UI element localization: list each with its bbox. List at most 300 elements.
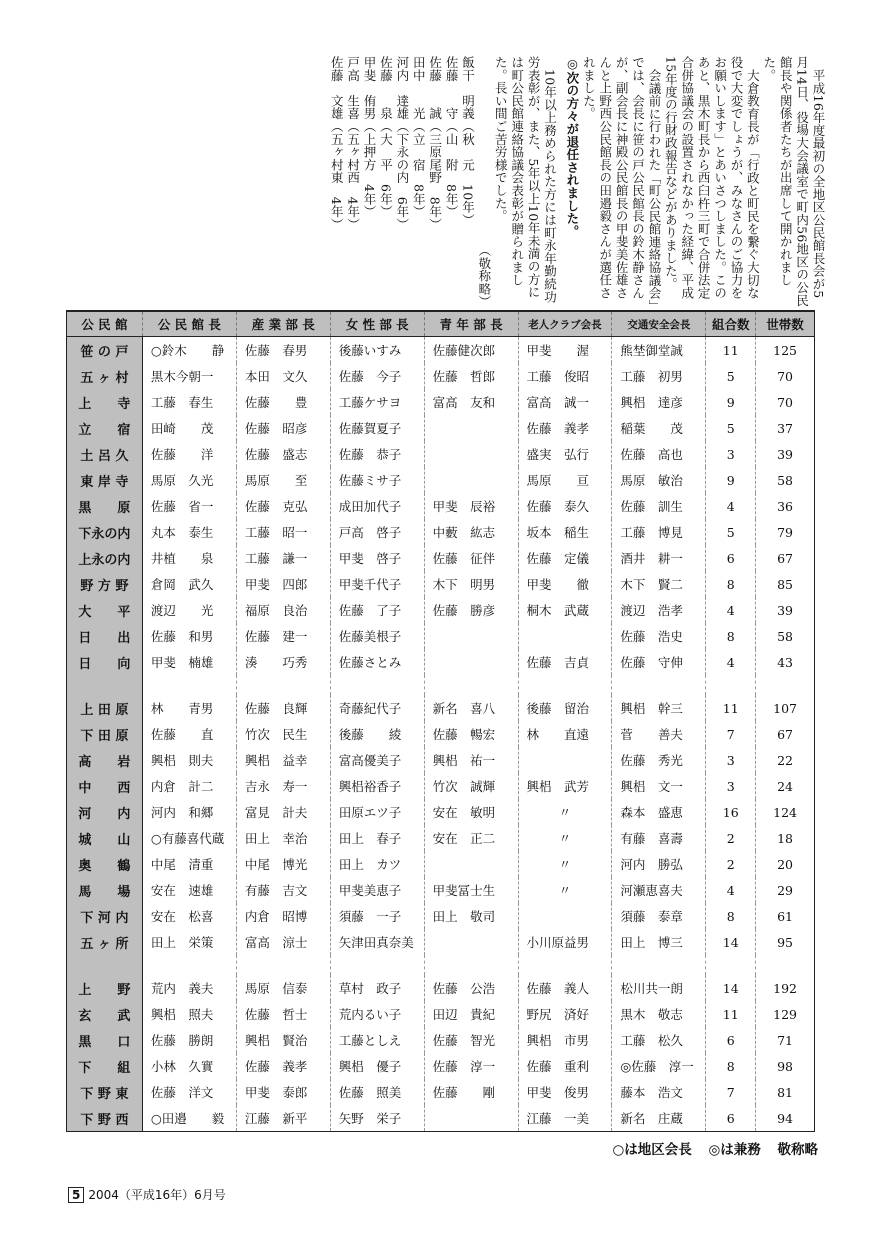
table-cell: 43 [756, 649, 815, 675]
table-cell: 興梠 照夫 [142, 1001, 236, 1027]
table-cell: 佐藤 守伸 [612, 649, 706, 675]
table-cell: 中尾 博光 [236, 851, 330, 877]
column-header: 青 年 部 長 [424, 311, 518, 337]
table-cell: 3 [706, 747, 756, 773]
table-cell: 須藤 泰章 [612, 903, 706, 929]
hall-name-cell: 奥 鶴 [67, 851, 143, 877]
footnote-district-chair: ○は地区会長 [612, 1142, 692, 1158]
table-cell: 67 [756, 545, 815, 571]
table-cell: 6 [706, 1105, 756, 1132]
hall-name-cell: 笹 の 戸 [67, 337, 143, 364]
table-cell: 甲斐美恵子 [330, 877, 424, 903]
table-cell: 佐藤 浩史 [612, 623, 706, 649]
table-cell: 酒井 耕一 [612, 545, 706, 571]
table-cell: 佐藤 訓生 [612, 493, 706, 519]
retire-text: 10年以上務められた方には町永年勤続功労表彰が、また、5年以上10年未満の方には町公民館連絡協議会表彰が贈られました。長い間ご苦労様でした。 [493, 56, 558, 303]
table-cell: 14 [706, 929, 756, 955]
table-cell: 8 [706, 571, 756, 597]
table-cell: 安在 松喜 [142, 903, 236, 929]
table-cell [424, 623, 518, 649]
table-row [67, 337, 815, 364]
table-cell: 佐藤 克弘 [236, 493, 330, 519]
table-cell: 佐藤 義孝 [236, 1053, 330, 1079]
table-row [67, 1053, 815, 1079]
table-cell: 安在 敏明 [424, 799, 518, 825]
retiree-list [328, 56, 476, 308]
table-cell: 興梠 則夫 [142, 747, 236, 773]
table-cell: 79 [756, 519, 815, 545]
table-row [67, 877, 815, 903]
table-cell: 8 [706, 1053, 756, 1079]
table-cell: 佐藤 征伴 [424, 545, 518, 571]
column-header: 老人クラブ会長 [518, 311, 612, 337]
table-cell: 39 [756, 597, 815, 623]
table-cell: 11 [706, 1001, 756, 1027]
table-cell: 興梠裕香子 [330, 773, 424, 799]
hall-name-cell: 上 田 原 [67, 695, 143, 721]
table-cell: 95 [756, 929, 815, 955]
table-cell: 9 [706, 467, 756, 493]
table-cell: 3 [706, 441, 756, 467]
table-cell: 興梠 優子 [330, 1053, 424, 1079]
table-cell: 興梠 達彦 [612, 389, 706, 415]
table-cell: 8 [706, 623, 756, 649]
table-cell: 馬原 亘 [518, 467, 612, 493]
table-cell: 興梠 益幸 [236, 747, 330, 773]
hall-name-cell: 下 野 東 [67, 1079, 143, 1105]
table-cell: 馬原 至 [236, 467, 330, 493]
table-row [67, 773, 815, 799]
article-paragraph: 平成16年度最初の全地区公民館長会が5月14日、役場大会議室で町内56地区の公民館長や関係者たちが出席して開かれました。 [761, 56, 826, 307]
table-cell: 71 [756, 1027, 815, 1053]
table-row [67, 467, 815, 493]
table-cell: 61 [756, 903, 815, 929]
table-cell [518, 903, 612, 929]
table-cell: 後藤 綾 [330, 721, 424, 747]
table-cell: 佐藤 和男 [142, 623, 236, 649]
column-header: 世帯数 [756, 311, 815, 337]
table-cell: 2 [706, 851, 756, 877]
table-cell: 荒内るい子 [330, 1001, 424, 1027]
table-cell: 佐藤 豊 [236, 389, 330, 415]
table-cell: 29 [756, 877, 815, 903]
table-row [67, 623, 815, 649]
table-cell: 甲斐 泰郎 [236, 1079, 330, 1105]
table-cell: 甲斐 四郎 [236, 571, 330, 597]
table-cell: 佐藤 省一 [142, 493, 236, 519]
hall-name-cell: 上永の内 [67, 545, 143, 571]
hall-name-cell: 城 山 [67, 825, 143, 851]
retiree-entry: 佐藤 誠（三原尾野 8年） [427, 56, 443, 231]
hall-name-cell: 土 呂 久 [67, 441, 143, 467]
table-cell: 佐藤 剛 [424, 1079, 518, 1105]
table-cell: 富高 友和 [424, 389, 518, 415]
table-cell: 渡辺 光 [142, 597, 236, 623]
table-cell: 11 [706, 337, 756, 364]
table-cell: 94 [756, 1105, 815, 1132]
table-cell: 河内 和郷 [142, 799, 236, 825]
table-cell: 渡辺 浩孝 [612, 597, 706, 623]
table-row [67, 441, 815, 467]
hall-name-cell: 馬 場 [67, 877, 143, 903]
issue-date: 2004（平成16年）6月号 [88, 1188, 226, 1202]
table-cell: 田上 幸治 [236, 825, 330, 851]
table-cell: 124 [756, 799, 815, 825]
table-cell: 有藤 喜壽 [612, 825, 706, 851]
hall-name-cell: 五 ヶ 所 [67, 929, 143, 955]
table-cell: 58 [756, 467, 815, 493]
table-cell: 黒木 敬志 [612, 1001, 706, 1027]
table-cell: 2 [706, 825, 756, 851]
table-header-row [67, 311, 815, 337]
table-cell: 熊埜御堂誠 [612, 337, 706, 364]
hall-name-cell: 立 宿 [67, 415, 143, 441]
table-row [67, 1001, 815, 1027]
table-cell: 192 [756, 975, 815, 1001]
group-spacer [67, 955, 815, 975]
hall-name-cell: 東 岸 寺 [67, 467, 143, 493]
table-cell: 18 [756, 825, 815, 851]
group-spacer [67, 675, 815, 695]
table-row [67, 519, 815, 545]
table-row [67, 1027, 815, 1053]
table-cell: 工藤 謙一 [236, 545, 330, 571]
table-cell: 工藤ケサヨ [330, 389, 424, 415]
table-cell: 佐藤 昭彦 [236, 415, 330, 441]
table-row [67, 1079, 815, 1105]
table-cell: 工藤 松久 [612, 1027, 706, 1053]
table-cell: 興梠 市男 [518, 1027, 612, 1053]
table-cell: 松川共一朗 [612, 975, 706, 1001]
table-cell: 稲葉 茂 [612, 415, 706, 441]
table-cell: 6 [706, 545, 756, 571]
table-cell: 37 [756, 415, 815, 441]
hall-name-cell: 下 河 内 [67, 903, 143, 929]
table-cell: 江藤 一美 [518, 1105, 612, 1132]
page-number: 5 [68, 1187, 84, 1203]
table-row [67, 975, 815, 1001]
table-cell: 河内 勝弘 [612, 851, 706, 877]
table-cell: 佐藤 淳一 [424, 1053, 518, 1079]
table-cell: 佐藤 恭子 [330, 441, 424, 467]
table-cell: 佐藤 良輝 [236, 695, 330, 721]
table-cell: 佐藤 秀光 [612, 747, 706, 773]
table-row [67, 929, 815, 955]
table-cell: 井植 泉 [142, 545, 236, 571]
retiree-entry: 戸高 生喜（五ヶ村西 4年） [345, 56, 361, 231]
hall-name-cell: 黒 原 [67, 493, 143, 519]
hall-name-cell: 上 野 [67, 975, 143, 1001]
table-cell: 甲斐 楠雄 [142, 649, 236, 675]
table-cell: 佐藤 泰久 [518, 493, 612, 519]
table-cell: 工藤 俊昭 [518, 363, 612, 389]
table-cell [424, 851, 518, 877]
table-cell: 6 [706, 1027, 756, 1053]
issue-footer [68, 1186, 226, 1203]
table-cell: 67 [756, 721, 815, 747]
table-cell [518, 747, 612, 773]
table-row [67, 415, 815, 441]
table-cell: 倉岡 武久 [142, 571, 236, 597]
hall-name-cell: 河 内 [67, 799, 143, 825]
table-cell: 佐藤 吉貞 [518, 649, 612, 675]
table-cell: 佐藤 高也 [612, 441, 706, 467]
table-cell: 馬原 久光 [142, 467, 236, 493]
table-cell: 田原エツ子 [330, 799, 424, 825]
table-cell: 〃 [518, 825, 612, 851]
table-cell: 興梠 賢治 [236, 1027, 330, 1053]
table-cell: 森本 盛恵 [612, 799, 706, 825]
table-cell: 4 [706, 649, 756, 675]
table-cell: 58 [756, 623, 815, 649]
table-cell: 70 [756, 363, 815, 389]
table-cell: 24 [756, 773, 815, 799]
table-cell: 工藤としえ [330, 1027, 424, 1053]
table-cell [518, 623, 612, 649]
table-cell: 坂本 稲生 [518, 519, 612, 545]
table-cell [424, 1105, 518, 1132]
table-cell: 39 [756, 441, 815, 467]
table-cell: 河瀬恵喜夫 [612, 877, 706, 903]
table-cell [424, 649, 518, 675]
table-cell: 田上 博三 [612, 929, 706, 955]
hall-name-cell: 下 野 西 [67, 1105, 143, 1132]
hall-name-cell: 五 ヶ 村 [67, 363, 143, 389]
table-cell: 佐藤さとみ [330, 649, 424, 675]
table-cell: 馬原 敏治 [612, 467, 706, 493]
table-cell: 田辺 貴紀 [424, 1001, 518, 1027]
table-cell: ◎佐藤 淳一 [612, 1053, 706, 1079]
table-cell: 129 [756, 1001, 815, 1027]
hall-name-cell: 日 出 [67, 623, 143, 649]
table-cell: 8 [706, 903, 756, 929]
table-cell [424, 415, 518, 441]
table-cell: 85 [756, 571, 815, 597]
column-header: 産 業 部 長 [236, 311, 330, 337]
table-cell: 20 [756, 851, 815, 877]
table-cell: 興梠 幹三 [612, 695, 706, 721]
table-cell: 富高 誠一 [518, 389, 612, 415]
column-header: 組合数 [706, 311, 756, 337]
table-cell: 佐藤 義孝 [518, 415, 612, 441]
table-cell: 甲斐冨士生 [424, 877, 518, 903]
table-cell: 新名 喜八 [424, 695, 518, 721]
table-cell: 須藤 一子 [330, 903, 424, 929]
table-cell: 佐藤ミサ子 [330, 467, 424, 493]
article-paragraph: 大倉教育長が「行政と町民を繋ぐ大切な役で大変でしょうが、みなさんのご協力をお願いします」とあいさつしました。このあと、黒木町長から西臼杵三町で合併法定合併協議会の設置されなかった経緯、平成15年度の行財政報告などがありました。 [663, 56, 761, 300]
column-header: 交通安全会長 [612, 311, 706, 337]
table-cell: 安在 正二 [424, 825, 518, 851]
table-cell: 吉永 寿一 [236, 773, 330, 799]
table-row [67, 389, 815, 415]
table-cell: 興梠 武芳 [518, 773, 612, 799]
table-cell: 佐藤 今子 [330, 363, 424, 389]
table-cell: 3 [706, 773, 756, 799]
table-cell: 16 [706, 799, 756, 825]
table-cell: 9 [706, 389, 756, 415]
table-cell: 田上 栄策 [142, 929, 236, 955]
hall-name-cell: 下 田 原 [67, 721, 143, 747]
table-cell: 林 直遠 [518, 721, 612, 747]
hall-name-cell: 上 寺 [67, 389, 143, 415]
retiree-entry: 佐藤 泉（大 平 6年） [378, 56, 394, 218]
retiree-entry: 佐藤 文雄（五ヶ村東 4年） [329, 56, 345, 231]
table-cell: 富高 涼士 [236, 929, 330, 955]
hall-name-cell: 玄 武 [67, 1001, 143, 1027]
table-cell: 草村 政子 [330, 975, 424, 1001]
table-row [67, 695, 815, 721]
table-cell: 興梠 文一 [612, 773, 706, 799]
table-cell: 竹次 誠輝 [424, 773, 518, 799]
table-cell: 70 [756, 389, 815, 415]
table-row [67, 851, 815, 877]
table-cell: 佐藤 哲郎 [424, 363, 518, 389]
hall-name-cell: 中 西 [67, 773, 143, 799]
table-cell: 107 [756, 695, 815, 721]
table-cell: 佐藤 春男 [236, 337, 330, 364]
table-cell: 11 [706, 695, 756, 721]
table-cell: ○鈴木 静 [142, 337, 236, 364]
table-row [67, 747, 815, 773]
table-cell: 〃 [518, 851, 612, 877]
table-cell: 木下 賢二 [612, 571, 706, 597]
table-cell: 7 [706, 721, 756, 747]
table-cell: 黒木今朝一 [142, 363, 236, 389]
footnote-honorific: 敬称略 [777, 1142, 818, 1158]
table-cell: 佐藤 建一 [236, 623, 330, 649]
hall-officers-table [66, 310, 815, 1132]
table-cell: 新名 庄蔵 [612, 1105, 706, 1132]
table-cell: 甲斐 俊男 [518, 1079, 612, 1105]
hall-name-cell: 下永の内 [67, 519, 143, 545]
table-row [67, 825, 815, 851]
column-header: 女 性 部 長 [330, 311, 424, 337]
table-cell: 5 [706, 363, 756, 389]
table-row [67, 649, 815, 675]
table-cell: 工藤 昭一 [236, 519, 330, 545]
table-cell: 富高優美子 [330, 747, 424, 773]
table-cell: 菅 善夫 [612, 721, 706, 747]
table-cell: 7 [706, 1079, 756, 1105]
table-cell: 林 青男 [142, 695, 236, 721]
article-paragraph: 会議前に行われた「町公民館連絡協議会」では、会長に笹の戸公民館長の鈴木静さんが、副会長に神殿公民館長の甲斐美佐雄さんと上野西公民館長の田邉毅さんが選任されました。 [581, 56, 662, 306]
table-cell: 田上 春子 [330, 825, 424, 851]
table-cell: ○有藤喜代蔵 [142, 825, 236, 851]
table-row [67, 493, 815, 519]
hall-name-cell: 日 向 [67, 649, 143, 675]
table-cell: 佐藤 盛志 [236, 441, 330, 467]
table-cell: 佐藤 了子 [330, 597, 424, 623]
table-cell: 81 [756, 1079, 815, 1105]
table-cell: 後藤いすみ [330, 337, 424, 364]
table-cell: 甲斐 啓子 [330, 545, 424, 571]
table-cell: 安在 速雄 [142, 877, 236, 903]
table-cell: 後藤 留治 [518, 695, 612, 721]
article-text [66, 56, 826, 308]
table-cell: 湊 巧秀 [236, 649, 330, 675]
table-cell: 佐藤 洋文 [142, 1079, 236, 1105]
table-cell: 戸高 啓子 [330, 519, 424, 545]
retiree-entry: 佐藤 守（山 附 8年） [444, 56, 460, 218]
table-cell: 佐藤 智光 [424, 1027, 518, 1053]
retiree-entry: 飯干 明義（秋 元 10年） [460, 56, 476, 227]
table-cell: 小川原益男 [518, 929, 612, 955]
table-cell: 36 [756, 493, 815, 519]
table-cell: 佐藤 勝朗 [142, 1027, 236, 1053]
table-cell: 工藤 初男 [612, 363, 706, 389]
table-cell: 佐藤 洋 [142, 441, 236, 467]
table-row [67, 721, 815, 747]
table-cell: 野尻 済好 [518, 1001, 612, 1027]
table-cell [424, 929, 518, 955]
table-cell: 福原 良治 [236, 597, 330, 623]
table-row [67, 903, 815, 929]
column-header: 公 民 館 長 [142, 311, 236, 337]
table-cell: 桐木 武蔵 [518, 597, 612, 623]
retiree-entry: 甲斐 侑男（上押方 4年） [362, 56, 378, 218]
retiree-entry: 河内 達雄（下永の内 6年） [394, 56, 410, 231]
hall-name-cell: 高 岩 [67, 747, 143, 773]
table-cell [424, 467, 518, 493]
table-cell: 内倉 昭博 [236, 903, 330, 929]
table-cell: 佐藤 直 [142, 721, 236, 747]
table-cell: 甲斐 辰裕 [424, 493, 518, 519]
table-cell: 佐藤 定儀 [518, 545, 612, 571]
table-row [67, 799, 815, 825]
table-cell: 佐藤 照美 [330, 1079, 424, 1105]
table-cell: 甲斐 渥 [518, 337, 612, 364]
table-cell: 佐藤美根子 [330, 623, 424, 649]
table-cell: 4 [706, 493, 756, 519]
table-cell: 佐藤 重利 [518, 1053, 612, 1079]
retiree-entry: 田中 光（立 宿 8年） [411, 56, 427, 218]
table-cell: 佐藤賀夏子 [330, 415, 424, 441]
table-cell: 奇藤紀代子 [330, 695, 424, 721]
table-cell: 甲斐 徹 [518, 571, 612, 597]
table-cell: 成田加代子 [330, 493, 424, 519]
table-footnote [601, 1138, 818, 1158]
table-cell: 有藤 吉文 [236, 877, 330, 903]
table-row [67, 597, 815, 623]
table-row [67, 545, 815, 571]
table-cell: ○田邉 毅 [142, 1105, 236, 1132]
column-header: 公 民 館 [67, 311, 143, 337]
table-row [67, 571, 815, 597]
table-cell: 矢津田真奈美 [330, 929, 424, 955]
table-cell: 佐藤 公浩 [424, 975, 518, 1001]
hall-name-cell: 野 方 野 [67, 571, 143, 597]
table-cell: 藤本 浩文 [612, 1079, 706, 1105]
table-cell: 佐藤 暢宏 [424, 721, 518, 747]
table-cell: 盛実 弘行 [518, 441, 612, 467]
table-cell: 125 [756, 337, 815, 364]
table-cell: 佐藤 義人 [518, 975, 612, 1001]
table-cell: 5 [706, 415, 756, 441]
table-cell: 佐藤 哲士 [236, 1001, 330, 1027]
table-cell: 荒内 義夫 [142, 975, 236, 1001]
footnote-concurrent: ◎は兼務 [708, 1142, 761, 1158]
table-cell: 4 [706, 597, 756, 623]
table-cell: 甲斐千代子 [330, 571, 424, 597]
table-cell: 丸本 泰生 [142, 519, 236, 545]
table-cell: 14 [706, 975, 756, 1001]
table-cell: 佐藤健次郎 [424, 337, 518, 364]
table-cell: 中藪 紘志 [424, 519, 518, 545]
table-row [67, 363, 815, 389]
retire-heading: ◎次の方々が退任されました。 [564, 56, 580, 238]
table-cell: 工藤 春生 [142, 389, 236, 415]
table-cell: 田崎 茂 [142, 415, 236, 441]
